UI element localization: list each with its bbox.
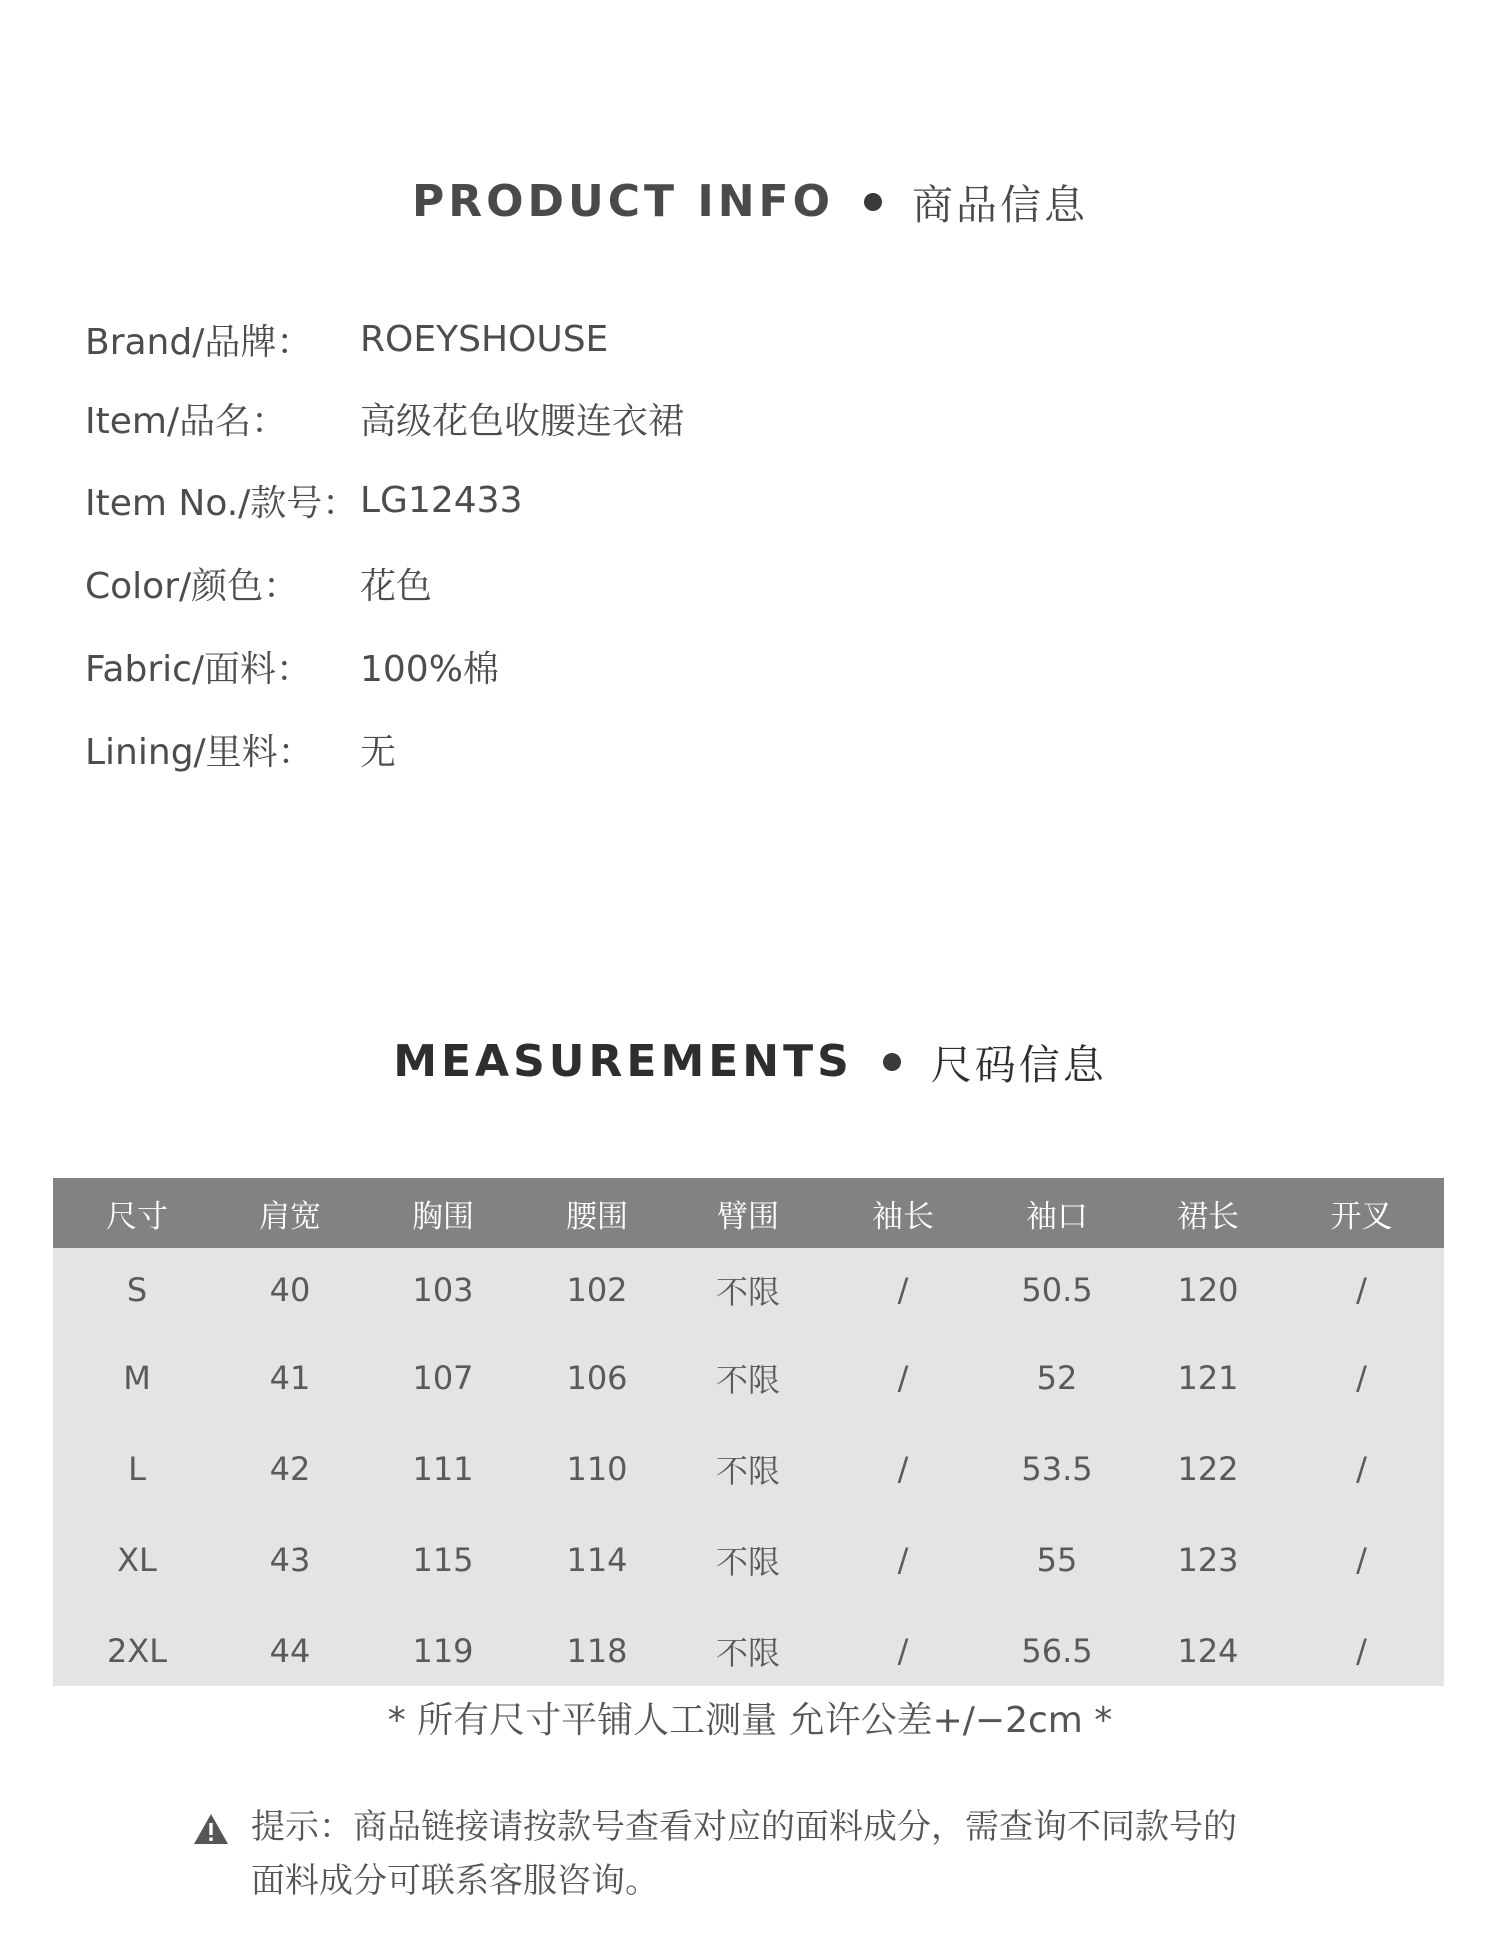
table-row <box>53 1332 1444 1423</box>
header-cell: 裙长 <box>1177 1198 1239 1235</box>
table-cell: S <box>126 1271 148 1309</box>
table-cell: / <box>1356 1271 1367 1309</box>
table-cell: 56.5 <box>1021 1631 1093 1670</box>
info-label: Lining/里料： <box>85 731 314 773</box>
header-cell: 袖口 <box>1026 1198 1088 1235</box>
info-value: LG12433 <box>360 479 523 521</box>
size-table <box>53 1178 1444 1686</box>
table-cell: 106 <box>566 1358 628 1397</box>
info-value: ROEYSHOUSE <box>360 318 609 360</box>
table-cell: / <box>1356 1631 1367 1670</box>
product-info-title-en: PRODUCT INFO <box>411 176 835 227</box>
table-cell: 110 <box>566 1449 628 1488</box>
table-cell: 不限 <box>715 1542 780 1581</box>
table-cell: 2XL <box>106 1631 168 1670</box>
measurements-title-en: MEASUREMENTS <box>393 1036 853 1087</box>
header-cell: 尺寸 <box>106 1198 168 1235</box>
table-cell: 53.5 <box>1021 1449 1093 1488</box>
table-row <box>53 1423 1444 1514</box>
table-cell: 不限 <box>715 1273 780 1311</box>
table-cell: 121 <box>1177 1358 1239 1397</box>
info-label: Item No./款号： <box>85 482 359 524</box>
table-cell: 不限 <box>715 1633 780 1672</box>
table-cell: 115 <box>412 1540 474 1579</box>
tip-line-1: 提示：商品链接请按款号查看对应的面料成分，需查询不同款号的 <box>251 1807 1237 1847</box>
tip-line-2: 面料成分可联系客服咨询。 <box>251 1861 659 1901</box>
table-cell: 123 <box>1177 1540 1239 1579</box>
table-row <box>53 1248 1444 1332</box>
table-cell: / <box>897 1358 909 1397</box>
info-value: 无 <box>360 731 397 773</box>
table-row <box>53 1605 1444 1696</box>
table-cell: 43 <box>269 1540 311 1579</box>
table-cell: / <box>1356 1540 1367 1579</box>
table-cell: XL <box>117 1540 157 1579</box>
product-info-title <box>0 172 1500 231</box>
table-cell: / <box>1356 1358 1367 1397</box>
table-cell: M <box>123 1358 151 1397</box>
info-row-item-no <box>85 470 522 530</box>
info-row-brand <box>85 309 608 369</box>
info-row-color <box>85 553 432 613</box>
warning-icon <box>193 1813 229 1845</box>
header-cell: 袖长 <box>872 1198 934 1235</box>
header-cell: 腰围 <box>566 1198 628 1235</box>
table-cell: 124 <box>1177 1631 1239 1670</box>
measurements-title-zh: 尺码信息 <box>930 1041 1107 1089</box>
info-label: Item/品名： <box>85 400 288 442</box>
header-cell: 肩宽 <box>259 1198 321 1235</box>
table-cell: 不限 <box>715 1360 780 1399</box>
table-cell: 111 <box>412 1449 474 1488</box>
table-cell: L <box>128 1449 146 1488</box>
table-cell: / <box>897 1449 909 1488</box>
info-label: Fabric/面料： <box>85 648 313 690</box>
table-cell: 42 <box>269 1449 311 1488</box>
info-row-lining <box>85 719 396 779</box>
table-cell: 120 <box>1177 1271 1239 1309</box>
table-cell: 44 <box>269 1631 311 1670</box>
info-value: 100%棉 <box>360 648 499 690</box>
title-dot <box>883 1053 901 1071</box>
table-cell: 103 <box>412 1271 474 1309</box>
table-cell: 122 <box>1177 1449 1239 1488</box>
info-value: 花色 <box>360 565 433 607</box>
tip-note <box>195 1800 1325 1908</box>
table-row <box>53 1514 1444 1605</box>
size-table-header <box>53 1178 1444 1248</box>
table-cell: 55 <box>1036 1540 1078 1579</box>
product-info-title-zh: 商品信息 <box>912 181 1089 229</box>
table-cell: 40 <box>269 1271 311 1309</box>
table-cell: 102 <box>566 1271 628 1309</box>
info-label: Brand/品牌： <box>85 321 313 363</box>
table-cell: 41 <box>269 1358 311 1397</box>
info-row-item <box>85 388 684 448</box>
info-label: Color/颜色： <box>85 565 300 607</box>
size-table-body <box>53 1248 1444 1686</box>
table-cell: / <box>897 1540 909 1579</box>
table-cell: 不限 <box>715 1451 780 1490</box>
table-cell: / <box>897 1631 909 1670</box>
header-cell: 臂围 <box>717 1198 779 1235</box>
title-dot <box>864 193 882 211</box>
table-cell: 52 <box>1036 1358 1078 1397</box>
table-cell: 50.5 <box>1021 1271 1093 1309</box>
table-cell: 119 <box>412 1631 474 1670</box>
header-cell: 开叉 <box>1330 1198 1393 1235</box>
table-cell: / <box>1356 1449 1367 1488</box>
measurements-title <box>0 1032 1500 1091</box>
table-cell: 118 <box>566 1631 628 1670</box>
info-row-fabric <box>85 636 499 696</box>
table-cell: / <box>897 1271 909 1309</box>
table-cell: 107 <box>412 1358 474 1397</box>
tolerance-note: * 所有尺寸平铺人工测量 允许公差+/−2cm * <box>387 1700 1113 1741</box>
header-cell: 胸围 <box>412 1198 474 1235</box>
table-cell: 114 <box>566 1540 628 1579</box>
info-value: 高级花色收腰连衣裙 <box>360 400 685 442</box>
